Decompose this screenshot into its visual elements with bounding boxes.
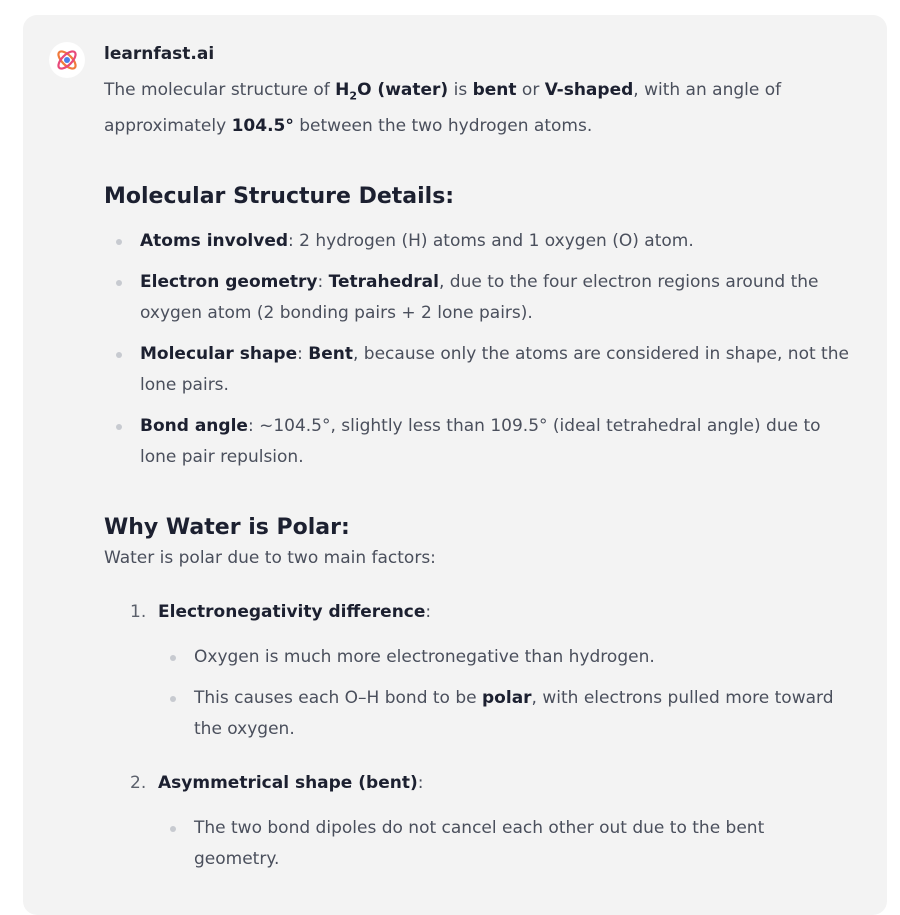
sender-name: learnfast.ai	[104, 44, 215, 64]
intro-paragraph: The molecular structure of $H_2O$ (water) is bent or V-shaped, with an angle of approximately 104.5° between the two hydrogen atoms.	[104, 80, 782, 137]
list-item: Atoms involved: 2 hydrogen (H) atoms and 1 oxygen (O) atom.	[140, 226, 849, 257]
polar-intro: Water is polar due to two main factors:	[104, 548, 436, 569]
list-item: This causes each O–H bond to be polar, with electrons pulled more toward the oxygen.	[194, 683, 849, 745]
factor-points	[158, 813, 849, 875]
structure-heading: Molecular Structure Details:	[104, 184, 455, 210]
factor-item: 1. Electronegativity difference: Oxygen is much more electronegative than hydrogen. This causes each O–H bond to be polar, with electrons pulled more toward the oxygen.	[158, 597, 849, 745]
message-body	[104, 75, 849, 885]
factor-points	[158, 642, 849, 745]
polar-heading: Why Water is Polar:	[104, 515, 350, 541]
list-item: Oxygen is much more electronegative than hydrogen.	[194, 642, 849, 673]
atom-icon	[53, 46, 81, 74]
avatar	[49, 42, 85, 78]
structure-list	[104, 226, 849, 473]
list-item: Bond angle: ~104.5°, slightly less than 109.5° (ideal tetrahedral angle) due to lone pair repulsion.	[140, 411, 849, 473]
formula: $H_2O$ (water)	[335, 80, 449, 103]
factor-list	[104, 597, 849, 875]
factor-item: 2. Asymmetrical shape (bent): The two bond dipoles do not cancel each other out due to the bent geometry.	[158, 768, 849, 875]
list-item: The two bond dipoles do not cancel each other out due to the bent geometry.	[194, 813, 849, 875]
list-item: Electron geometry: Tetrahedral, due to the four electron regions around the oxygen atom (2 bonding pairs + 2 lone pairs).	[140, 267, 849, 329]
list-item: Molecular shape: Bent, because only the atoms are considered in shape, not the lone pairs.	[140, 339, 849, 401]
